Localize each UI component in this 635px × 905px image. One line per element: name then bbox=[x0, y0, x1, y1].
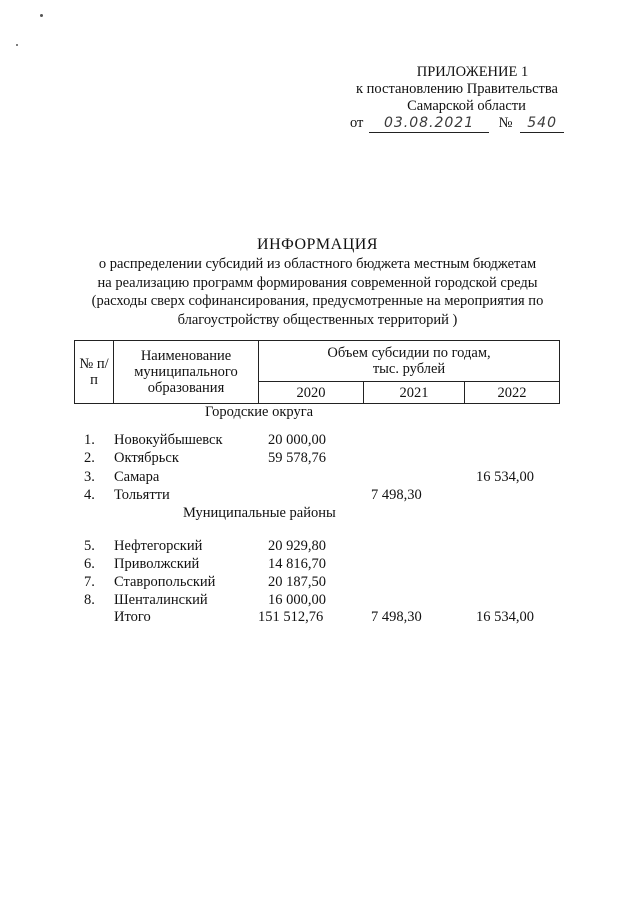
row-2020: 20 000,00 bbox=[268, 432, 326, 448]
row-name: Ставропольский bbox=[114, 574, 216, 590]
row-name: Тольятти bbox=[114, 487, 170, 503]
table-row bbox=[0, 432, 635, 449]
col-name-header: Наименование муниципального образования bbox=[114, 341, 259, 404]
year-2021-header: 2021 bbox=[364, 382, 465, 404]
table-row bbox=[0, 538, 635, 555]
row-name: Нефтегорский bbox=[114, 538, 203, 554]
row-name: Приволжский bbox=[114, 556, 200, 572]
number-value: 540 bbox=[520, 115, 564, 133]
row-2022: 16 534,00 bbox=[476, 469, 534, 485]
row-number: 6. bbox=[84, 556, 95, 572]
document-title: ИНФОРМАЦИЯ bbox=[257, 236, 378, 253]
row-name: Октябрьск bbox=[114, 450, 179, 466]
from-label: от bbox=[350, 115, 364, 131]
row-number: 4. bbox=[84, 487, 95, 503]
table-row bbox=[0, 592, 635, 609]
row-name: Шенталинский bbox=[114, 592, 208, 608]
row-name: Самара bbox=[114, 469, 160, 485]
total-2022: 16 534,00 bbox=[476, 609, 534, 625]
annex-label: ПРИЛОЖЕНИЕ 1 bbox=[416, 64, 529, 80]
amount-title: Объем субсидии по годам, bbox=[327, 345, 491, 361]
total-2021: 7 498,30 bbox=[371, 609, 422, 625]
row-number: 8. bbox=[84, 592, 95, 608]
date-number-line bbox=[350, 115, 585, 133]
row-number: 2. bbox=[84, 450, 95, 466]
total-row bbox=[0, 609, 635, 626]
section-title: Городские округа bbox=[205, 404, 314, 420]
subtitle-line: на реализацию программ формирования современной городской среды bbox=[97, 274, 538, 291]
amount-unit: тыс. рублей bbox=[372, 361, 446, 377]
row-2020: 14 816,70 bbox=[268, 556, 326, 572]
scan-speck bbox=[16, 44, 18, 46]
subsidy-table-header bbox=[74, 340, 560, 404]
table-row bbox=[0, 556, 635, 573]
scan-speck bbox=[40, 14, 43, 17]
number-label: № bbox=[498, 115, 513, 131]
subtitle-line: благоустройству общественных территорий ) bbox=[177, 311, 458, 328]
table-row bbox=[0, 450, 635, 467]
col-number-header: № п/п bbox=[75, 341, 114, 404]
date-value: 03.08.2021 bbox=[369, 115, 489, 133]
resolution-line: к постановлению Правительства bbox=[356, 81, 558, 97]
table-row bbox=[0, 487, 635, 504]
total-label: Итого bbox=[114, 609, 151, 625]
row-number: 3. bbox=[84, 469, 95, 485]
document-subtitle bbox=[40, 255, 595, 329]
row-number: 1. bbox=[84, 432, 95, 448]
table-row bbox=[0, 574, 635, 591]
year-2022-header: 2022 bbox=[465, 382, 560, 404]
table-row bbox=[0, 469, 635, 486]
col-amount-header bbox=[259, 341, 560, 382]
row-2020: 20 187,50 bbox=[268, 574, 326, 590]
section-title: Муниципальные районы bbox=[183, 505, 336, 521]
year-2020-header: 2020 bbox=[259, 382, 364, 404]
document-header bbox=[320, 64, 585, 133]
region-line: Самарской области bbox=[407, 98, 526, 114]
subtitle-line: о распределении субсидий из областного бюджета местным бюджетам bbox=[98, 256, 537, 272]
row-2020: 59 578,76 bbox=[268, 450, 326, 466]
row-2020: 16 000,00 bbox=[268, 592, 326, 608]
subtitle-line: (расходы сверх софинансирования, предусмотренные на мероприятия по bbox=[91, 293, 544, 309]
total-2020: 151 512,76 bbox=[258, 609, 324, 625]
row-name: Новокуйбышевск bbox=[114, 432, 223, 448]
row-2021: 7 498,30 bbox=[371, 487, 422, 503]
row-number: 7. bbox=[84, 574, 95, 590]
row-2020: 20 929,80 bbox=[268, 538, 326, 554]
row-number: 5. bbox=[84, 538, 95, 554]
